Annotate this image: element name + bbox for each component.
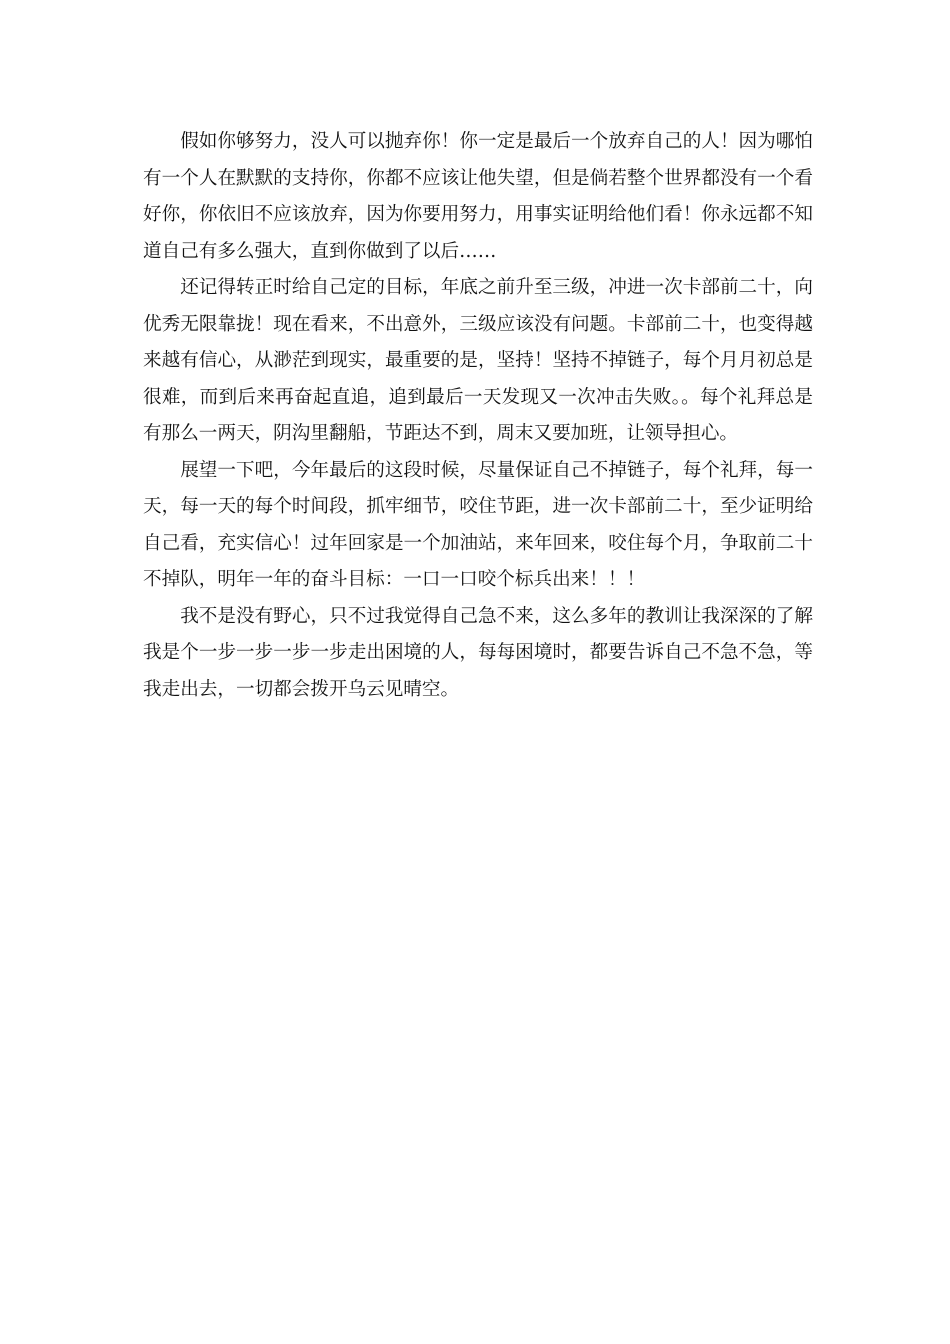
paragraph-3: 展望一下吧，今年最后的这段时候，尽量保证自己不掉链子，每个礼拜，每一天，每一天的每个时间段，抓牢细节，咬住节距，进一次卡部前二十，至少证明给自己看，充实信心！过年回家是一个加油站，来年回来，咬住每个月，争取前二十不掉队，明年一年的奋斗目标：一口一口咬个标兵出来！！！ xyxy=(143,459,813,590)
paragraph-4: 我不是没有野心，只不过我觉得自己急不来，这么多年的教训让我深深的了解我是个一步一步一步一步走出困境的人，每每困境时，都要告诉自己不急不急，等我走出去，一切都会拨开乌云见晴空。 xyxy=(143,605,813,700)
document-body xyxy=(143,124,813,708)
paragraph-2: 还记得转正时给自己定的目标，年底之前升至三级，冲进一次卡部前二十，向优秀无限靠拢！现在看来，不出意外，三级应该没有问题。卡部前二十，也变得越来越有信心，从渺茫到现实，最重要的是，坚持！坚持不掉链子，每个月月初总是很难，而到后来再奋起直追，追到最后一天发现又一次冲击失败。。每个礼拜总是有那么一两天，阴沟里翻船，节距达不到，周末又要加班，让领导担心。 xyxy=(143,277,813,444)
paragraph-1: 假如你够努力，没人可以抛弃你！你一定是最后一个放弃自己的人！因为哪怕有一个人在默默的支持你，你都不应该让他失望，但是倘若整个世界都没有一个看好你，你依旧不应该放弃，因为你要用努力，用事实证明给他们看！你永远都不知道自己有多么强大，直到你做到了以后…… xyxy=(143,131,813,262)
